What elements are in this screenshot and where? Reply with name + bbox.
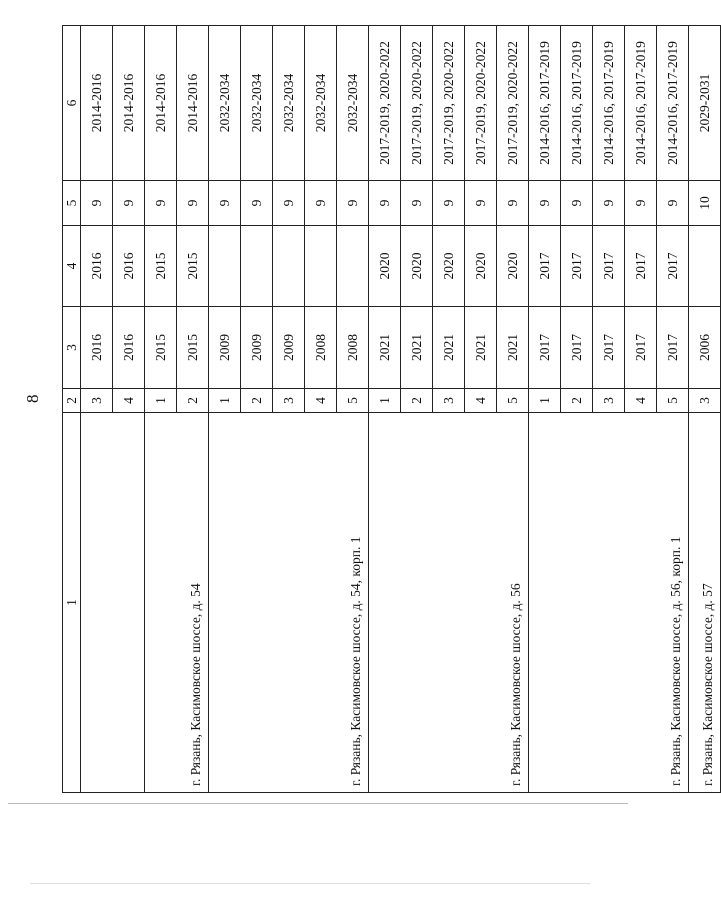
- page-number: 8: [23, 394, 42, 403]
- entrance-cell: 1: [529, 389, 561, 413]
- address-cell: [81, 413, 145, 793]
- floors-cell: 9: [465, 181, 497, 226]
- year-cell: 2017: [657, 226, 689, 307]
- entrance-cell: 2: [401, 389, 433, 413]
- floors-cell: 9: [369, 181, 401, 226]
- schedule-table: [62, 25, 721, 793]
- table-row: [529, 26, 561, 793]
- header-cell-4: 4: [63, 226, 81, 307]
- period-cell: 2017-2019, 2020-2022: [433, 26, 465, 181]
- year-cell: 2008: [337, 307, 369, 389]
- address-cell: г. Рязань, Касимовское шоссе, д. 57: [689, 413, 721, 793]
- year-cell: 2016: [81, 226, 113, 307]
- year-cell: 2009: [241, 307, 273, 389]
- entrance-cell: 1: [209, 389, 241, 413]
- entrance-cell: 4: [305, 389, 337, 413]
- year-cell: 2016: [81, 307, 113, 389]
- header-cell-6: 6: [63, 26, 81, 181]
- period-cell: 2017-2019, 2020-2022: [497, 26, 529, 181]
- floors-cell: 9: [177, 181, 209, 226]
- year-cell: 2016: [113, 307, 145, 389]
- period-cell: 2014-2016, 2017-2019: [529, 26, 561, 181]
- year-cell: 2015: [145, 307, 177, 389]
- table-row: [689, 26, 721, 793]
- table-row: [81, 26, 113, 793]
- entrance-cell: 3: [593, 389, 625, 413]
- year-cell: 2017: [625, 226, 657, 307]
- entrance-cell: 4: [625, 389, 657, 413]
- address-cell: г. Рязань, Касимовское шоссе, д. 54, корп. 1: [209, 413, 369, 793]
- year-cell: 2009: [209, 307, 241, 389]
- period-cell: 2017-2019, 2020-2022: [369, 26, 401, 181]
- period-cell: 2032-2034: [337, 26, 369, 181]
- rotated-table-container: [62, 26, 715, 793]
- address-cell: г. Рязань, Касимовское шоссе, д. 54: [145, 413, 209, 793]
- year-cell: 2020: [401, 226, 433, 307]
- entrance-cell: 2: [177, 389, 209, 413]
- year-cell: 2017: [529, 307, 561, 389]
- floors-cell: 9: [561, 181, 593, 226]
- year-cell: 2021: [497, 307, 529, 389]
- entrance-cell: 4: [113, 389, 145, 413]
- entrance-cell: 1: [145, 389, 177, 413]
- floors-cell: 9: [433, 181, 465, 226]
- floors-cell: 9: [657, 181, 689, 226]
- entrance-cell: 5: [657, 389, 689, 413]
- floors-cell: 9: [113, 181, 145, 226]
- period-cell: 2014-2016, 2017-2019: [625, 26, 657, 181]
- address-cell: г. Рязань, Касимовское шоссе, д. 56: [369, 413, 529, 793]
- floors-cell: 9: [241, 181, 273, 226]
- year-cell: 2008: [305, 307, 337, 389]
- year-cell: 2015: [145, 226, 177, 307]
- year-cell: 2015: [177, 226, 209, 307]
- period-cell: 2014-2016: [81, 26, 113, 181]
- floors-cell: 9: [81, 181, 113, 226]
- year-cell: 2021: [433, 307, 465, 389]
- address-cell: г. Рязань, Касимовское шоссе, д. 56, корп. 1: [529, 413, 689, 793]
- year-cell: 2017: [561, 226, 593, 307]
- year-cell: 2017: [529, 226, 561, 307]
- floors-cell: 9: [305, 181, 337, 226]
- floors-cell: 9: [529, 181, 561, 226]
- year-cell: 2017: [561, 307, 593, 389]
- year-cell: 2020: [369, 226, 401, 307]
- year-cell: 2021: [465, 307, 497, 389]
- floors-cell: 9: [625, 181, 657, 226]
- floors-cell: 9: [273, 181, 305, 226]
- year-cell: 2017: [625, 307, 657, 389]
- floors-cell: 9: [401, 181, 433, 226]
- period-cell: 2032-2034: [305, 26, 337, 181]
- floors-cell: 9: [145, 181, 177, 226]
- year-cell: [305, 226, 337, 307]
- period-cell: 2014-2016, 2017-2019: [561, 26, 593, 181]
- year-cell: [241, 226, 273, 307]
- year-cell: 2006: [689, 307, 721, 389]
- entrance-cell: 2: [241, 389, 273, 413]
- header-cell-5: 5: [63, 181, 81, 226]
- period-cell: 2032-2034: [241, 26, 273, 181]
- table-row: [209, 26, 241, 793]
- entrance-cell: 3: [689, 389, 721, 413]
- year-cell: 2017: [593, 226, 625, 307]
- year-cell: 2009: [273, 307, 305, 389]
- period-cell: 2017-2019, 2020-2022: [401, 26, 433, 181]
- year-cell: 2020: [433, 226, 465, 307]
- floors-cell: 9: [209, 181, 241, 226]
- floors-cell: 9: [337, 181, 369, 226]
- period-cell: 2029-2031: [689, 26, 721, 181]
- year-cell: 2017: [657, 307, 689, 389]
- period-cell: 2014-2016, 2017-2019: [593, 26, 625, 181]
- table-row: [369, 26, 401, 793]
- year-cell: 2016: [113, 226, 145, 307]
- entrance-cell: 4: [465, 389, 497, 413]
- period-cell: 2014-2016: [145, 26, 177, 181]
- year-cell: 2021: [401, 307, 433, 389]
- entrance-cell: 1: [369, 389, 401, 413]
- entrance-cell: 5: [497, 389, 529, 413]
- period-cell: 2032-2034: [273, 26, 305, 181]
- floors-cell: 9: [497, 181, 529, 226]
- year-cell: 2015: [177, 307, 209, 389]
- entrance-cell: 3: [81, 389, 113, 413]
- year-cell: [273, 226, 305, 307]
- entrance-cell: 3: [273, 389, 305, 413]
- period-cell: 2014-2016: [113, 26, 145, 181]
- header-row: [63, 26, 81, 793]
- floors-cell: 9: [593, 181, 625, 226]
- year-cell: [337, 226, 369, 307]
- year-cell: 2017: [593, 307, 625, 389]
- year-cell: 2020: [497, 226, 529, 307]
- entrance-cell: 3: [433, 389, 465, 413]
- year-cell: 2020: [465, 226, 497, 307]
- scan-noise: [8, 803, 628, 804]
- year-cell: [209, 226, 241, 307]
- table-row: [145, 26, 177, 793]
- period-cell: 2014-2016, 2017-2019: [657, 26, 689, 181]
- scan-noise: [30, 883, 590, 884]
- period-cell: 2014-2016: [177, 26, 209, 181]
- header-cell-1: 1: [63, 413, 81, 793]
- year-cell: [689, 226, 721, 307]
- header-cell-3: 3: [63, 307, 81, 389]
- table-body: [63, 26, 721, 793]
- year-cell: 2021: [369, 307, 401, 389]
- entrance-cell: 5: [337, 389, 369, 413]
- header-cell-2: 2: [63, 389, 81, 413]
- period-cell: 2017-2019, 2020-2022: [465, 26, 497, 181]
- floors-cell: 10: [689, 181, 721, 226]
- entrance-cell: 2: [561, 389, 593, 413]
- period-cell: 2032-2034: [209, 26, 241, 181]
